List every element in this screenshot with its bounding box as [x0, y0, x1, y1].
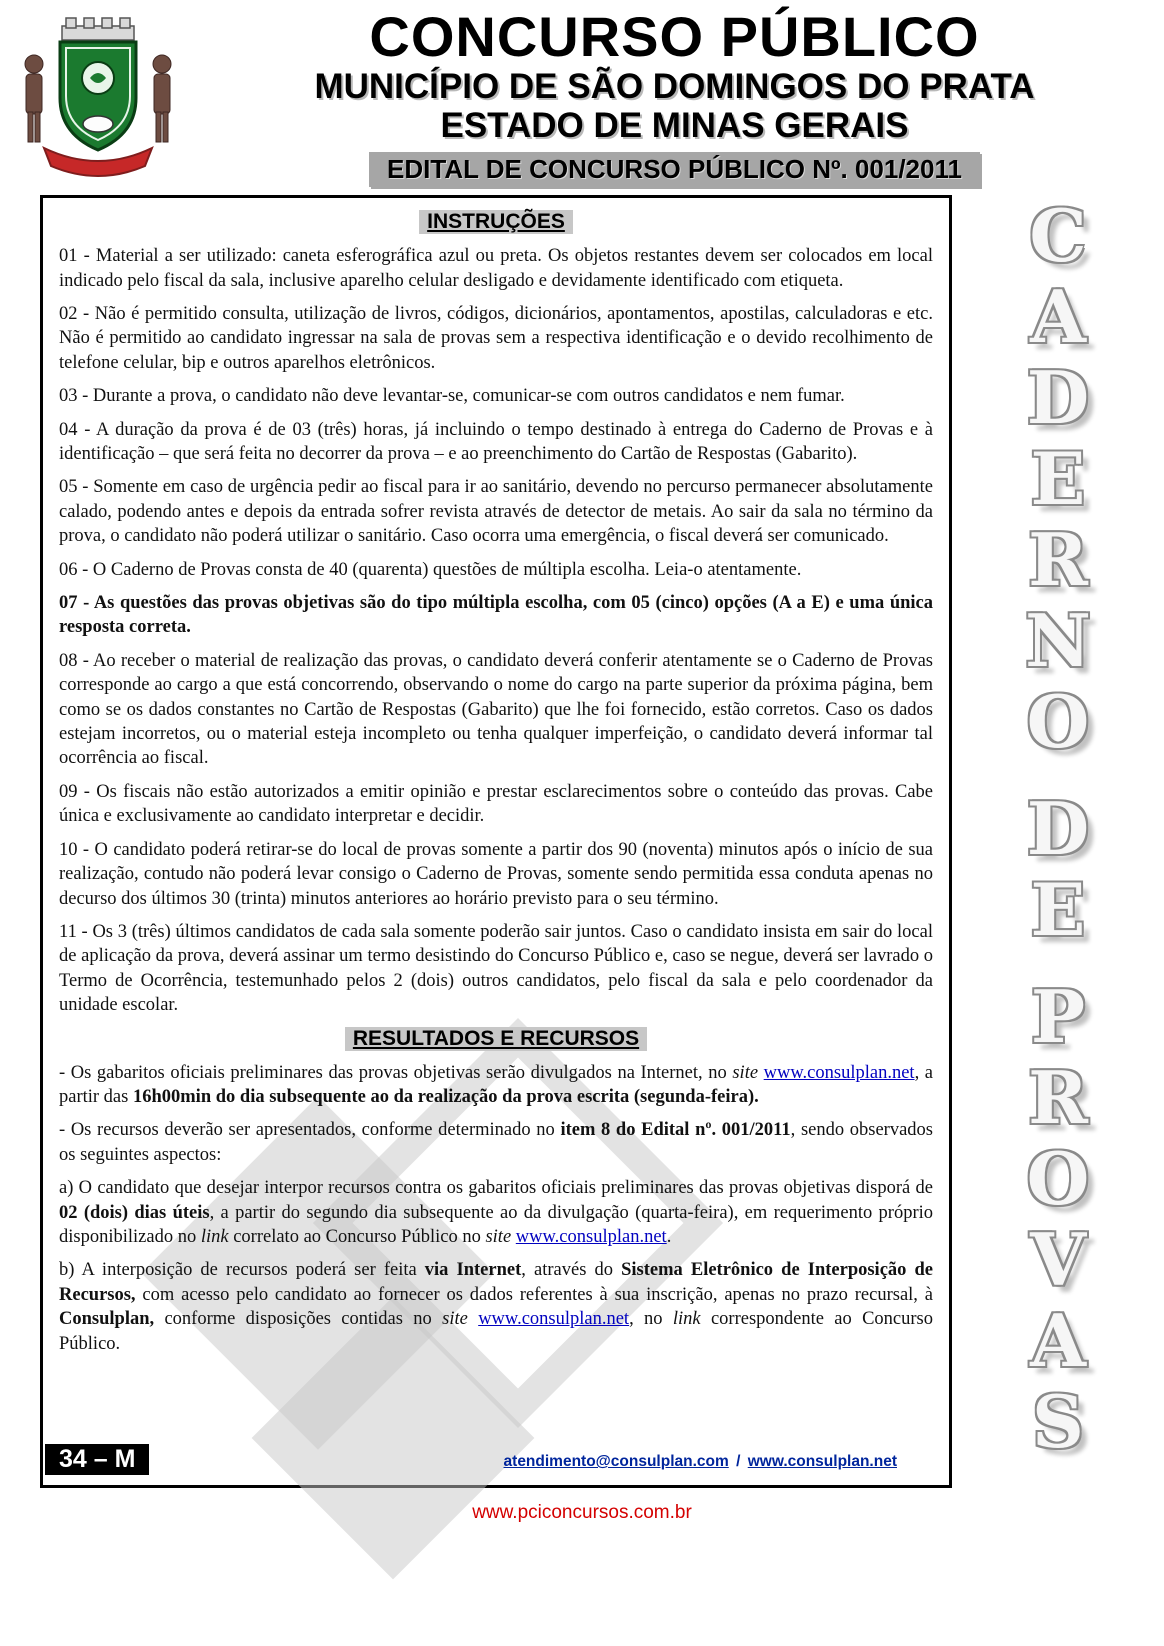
instruction-paragraph [59, 384, 933, 408]
text-segment: 09 - Os fiscais não estão autorizados a emitir opinião e prestar esclarecimentos sobre o conteúdo das provas. Cabe única e exclusivamente ao candidato interpretar e decidir. [59, 781, 933, 827]
text-segment: a) O candidato que desejar interpor recursos contra os gabaritos oficiais preliminares das provas objetivas disporá de [59, 1178, 933, 1199]
inline-link[interactable]: www.consulplan.net [515, 1226, 667, 1247]
vertical-banner-caderno-de-provas [952, 195, 1164, 1488]
results-paragraph [59, 1061, 933, 1110]
text-segment: site [442, 1309, 468, 1330]
text-segment: 07 - As questões das provas objetivas são do tipo múltipla escolha, com 05 (cinco) opções (A a E) e uma única resposta correta. [59, 593, 933, 638]
text-segment: , a partir do segundo dia subsequente ao da divulgação (quarta-feira), em requerimento próprio disponibilizado no [59, 1202, 934, 1247]
text-segment: item 8 do Edital nº. 001/2011 [560, 1120, 791, 1141]
vertical-letter: C [1029, 193, 1087, 279]
text-segment: site [485, 1226, 512, 1247]
text-segment: 05 - Somente em caso de urgência pedir ao fiscal para ir ao sanitário, devendo no percurso permanecer absolutamente calado, podendo antes e depois da entrada sofrer revista através de detector de metais. Ao sair da sala no término da prova, o candidato não poderá utilizar o sanitário. Caso ocorra uma emergência, o fiscal deverá ser comunicado. [59, 477, 933, 547]
text-segment: site [732, 1062, 759, 1083]
vertical-letter: N [1025, 598, 1091, 684]
instructions-list [59, 244, 933, 1017]
inline-link[interactable]: www.consulplan.net [478, 1309, 630, 1330]
vertical-letter: V [1030, 1217, 1086, 1303]
text-segment: . [666, 1226, 672, 1247]
results-paragraph [59, 1258, 933, 1356]
municipality-coat-of-arms [0, 8, 195, 182]
results-heading [59, 1027, 933, 1051]
edital-banner: EDITAL DE CONCURSO PÚBLICO Nº. 001/2011 [369, 152, 980, 187]
text-segment: com acesso pelo candidato ao fornecer os dados referentes à sua inscrição, apenas no prazo recursal, à [135, 1284, 933, 1305]
instruction-paragraph [59, 558, 933, 582]
page-title: CONCURSO PÚBLICO [369, 5, 980, 68]
text-segment: 02 (dois) dias úteis [59, 1202, 210, 1223]
vertical-letter: O [1026, 679, 1090, 765]
vertical-letter: E [1030, 436, 1086, 522]
results-heading-text: RESULTADOS E RECURSOS [345, 1027, 647, 1051]
header [0, 0, 1164, 189]
text-segment: 16h00min do dia subsequente ao da realização da prova escrita (segunda-feira). [132, 1086, 759, 1107]
text-segment: b) A interposição de recursos poderá ser feita [59, 1260, 425, 1281]
text-segment: link [200, 1226, 229, 1247]
text-segment: - Os gabaritos oficiais preliminares das provas objetivas serão divulgados na Internet, no [59, 1062, 733, 1083]
inline-link[interactable]: www.consulplan.net [763, 1062, 915, 1083]
content-row [0, 195, 1164, 1488]
vertical-letter: D [1026, 786, 1090, 872]
text-segment: correlato ao Concurso Público no [228, 1226, 486, 1247]
text-segment: , no [629, 1309, 673, 1330]
text-segment: conforme disposições contidas no [154, 1309, 443, 1330]
footer-links [504, 1453, 897, 1471]
text-segment: , sendo observados os seguintes aspectos: [59, 1120, 933, 1165]
instructions-heading-text: INSTRUÇÕES [419, 210, 573, 234]
vertical-letter: R [1028, 517, 1088, 603]
consulplan-site-link[interactable]: www.consulplan.net [747, 1453, 897, 1471]
text-segment: via Internet [424, 1260, 522, 1281]
instruction-paragraph [59, 920, 933, 1018]
instruction-paragraph [59, 418, 933, 467]
booklet-code-badge: 34 – M [45, 1444, 149, 1475]
results-list [59, 1061, 933, 1356]
text-segment: 10 - O candidato poderá retirar-se do local de provas somente a partir dos 90 (noventa) minutos após o início de sua realização, contudo não poderá levar consigo o Caderno de Provas, somente sendo permitida essa conduta apenas no decurso dos últimos 30 (trinta) minutos anteriores ao horário previsto para o seu término. [59, 839, 933, 909]
vertical-letter: P [1030, 974, 1086, 1060]
vertical-letter: A [1030, 1298, 1086, 1384]
instructions-heading [59, 210, 933, 234]
text-segment: , através do [521, 1260, 622, 1281]
instruction-paragraph [59, 302, 933, 375]
text-segment: 01 - Material a ser utilizado: caneta esferográfica azul ou preta. Os objetos restantes devem ser colocados em local indicado pelo fiscal da sala, inclusive aparelho celular desligado e devidamente identificado com etiqueta. [59, 246, 933, 291]
state-name: ESTADO DE MINAS GERAIS [440, 105, 909, 145]
instruction-paragraph [59, 244, 933, 293]
text-segment: Consulplan, [59, 1309, 155, 1330]
text-segment: 11 - Os 3 (três) últimos candidatos de cada sala somente poderão sair juntos. Caso o candidato insista em sair do local de aplicação da prova, deverá assinar um termo desistindo do Concurso Público e, caso se negue, deverá ser lavrado o Termo de Ocorrência, testemunhado pelos 2 (dois) outros candidatos, pelo fiscal da sala e pelo coordenador da unidade escolar. [59, 921, 933, 1016]
instruction-paragraph [59, 838, 933, 911]
vertical-letter: O [1026, 1136, 1090, 1222]
text-segment: 08 - Ao receber o material de realização das provas, o candidato deverá conferir atentamente se o Caderno de Provas corresponde ao cargo a que está concorrendo, observando o nome do cargo na parte superior da próxima página, bem como se os dados constantes no Cartão de Respostas (Gabarito) que lhe foi fornecido, estão corretos. Caso os dados estejam incorretos, ou o material esteja incompleto ou tenha qualquer imperfeição, o candidato deverá informar tal ocorrência ao fiscal. [59, 650, 933, 769]
instruction-paragraph [59, 591, 933, 640]
vertical-word [1026, 974, 1090, 1465]
instruction-paragraph [59, 649, 933, 771]
municipality-name: MUNICÍPIO DE SÃO DOMINGOS DO PRATA [314, 66, 1035, 106]
pciconcursos-link[interactable]: www.pciconcursos.com.br [472, 1502, 692, 1524]
text-segment: - Os recursos deverão ser apresentados, conforme determinado no [59, 1120, 561, 1141]
vertical-word [1025, 193, 1091, 765]
instruction-paragraph [59, 780, 933, 829]
text-segment [468, 1309, 478, 1329]
results-paragraph [59, 1118, 933, 1167]
text-segment: correspondente ao Concurso Público. [59, 1309, 934, 1354]
vertical-letter: R [1028, 1055, 1088, 1141]
header-titles [195, 5, 1164, 187]
text-segment: 02 - Não é permitido consulta, utilização de livros, códigos, dicionários, apontamentos, apostilas, calculadoras e etc. Não é permitido ao candidato ingressar na sala de provas sem a respectiva identificação e o devido recolhimento de telefone celular, bip e outros aparelhos eletrônicos. [59, 303, 933, 373]
instruction-paragraph [59, 475, 933, 548]
instructions-box [40, 195, 952, 1488]
results-paragraph [59, 1176, 933, 1249]
text-segment: 04 - A duração da prova é de 03 (três) horas, já incluindo o tempo destinado à entrega do Caderno de Provas e à identificação – que será feita no decorrer da prova – e ao preenchimento do Cartão de Respostas (Gabarito). [59, 419, 933, 465]
vertical-letter: E [1030, 867, 1086, 953]
text-segment: 06 - O Caderno de Provas consta de 40 (quarenta) questões de múltipla escolha. Leia-o atentamente. [59, 559, 802, 580]
vertical-word [1026, 786, 1090, 953]
text-segment: Sistema Eletrônico de Interposição de Recursos, [59, 1260, 934, 1305]
vertical-letter: S [1032, 1379, 1084, 1465]
vertical-letter: D [1026, 355, 1090, 441]
footer-links-separator: / [736, 1453, 741, 1471]
text-segment: 03 - Durante a prova, o candidato não deve levantar-se, comunicar-se com outros candidatos e nem fumar. [59, 386, 845, 407]
text-segment: , a partir das [59, 1062, 933, 1107]
coat-of-arms-icon [14, 12, 182, 182]
text-segment: link [672, 1309, 701, 1330]
vertical-letter: A [1030, 274, 1086, 360]
support-email-link[interactable]: atendimento@consulplan.com [503, 1453, 729, 1471]
edital-row [195, 152, 1154, 187]
